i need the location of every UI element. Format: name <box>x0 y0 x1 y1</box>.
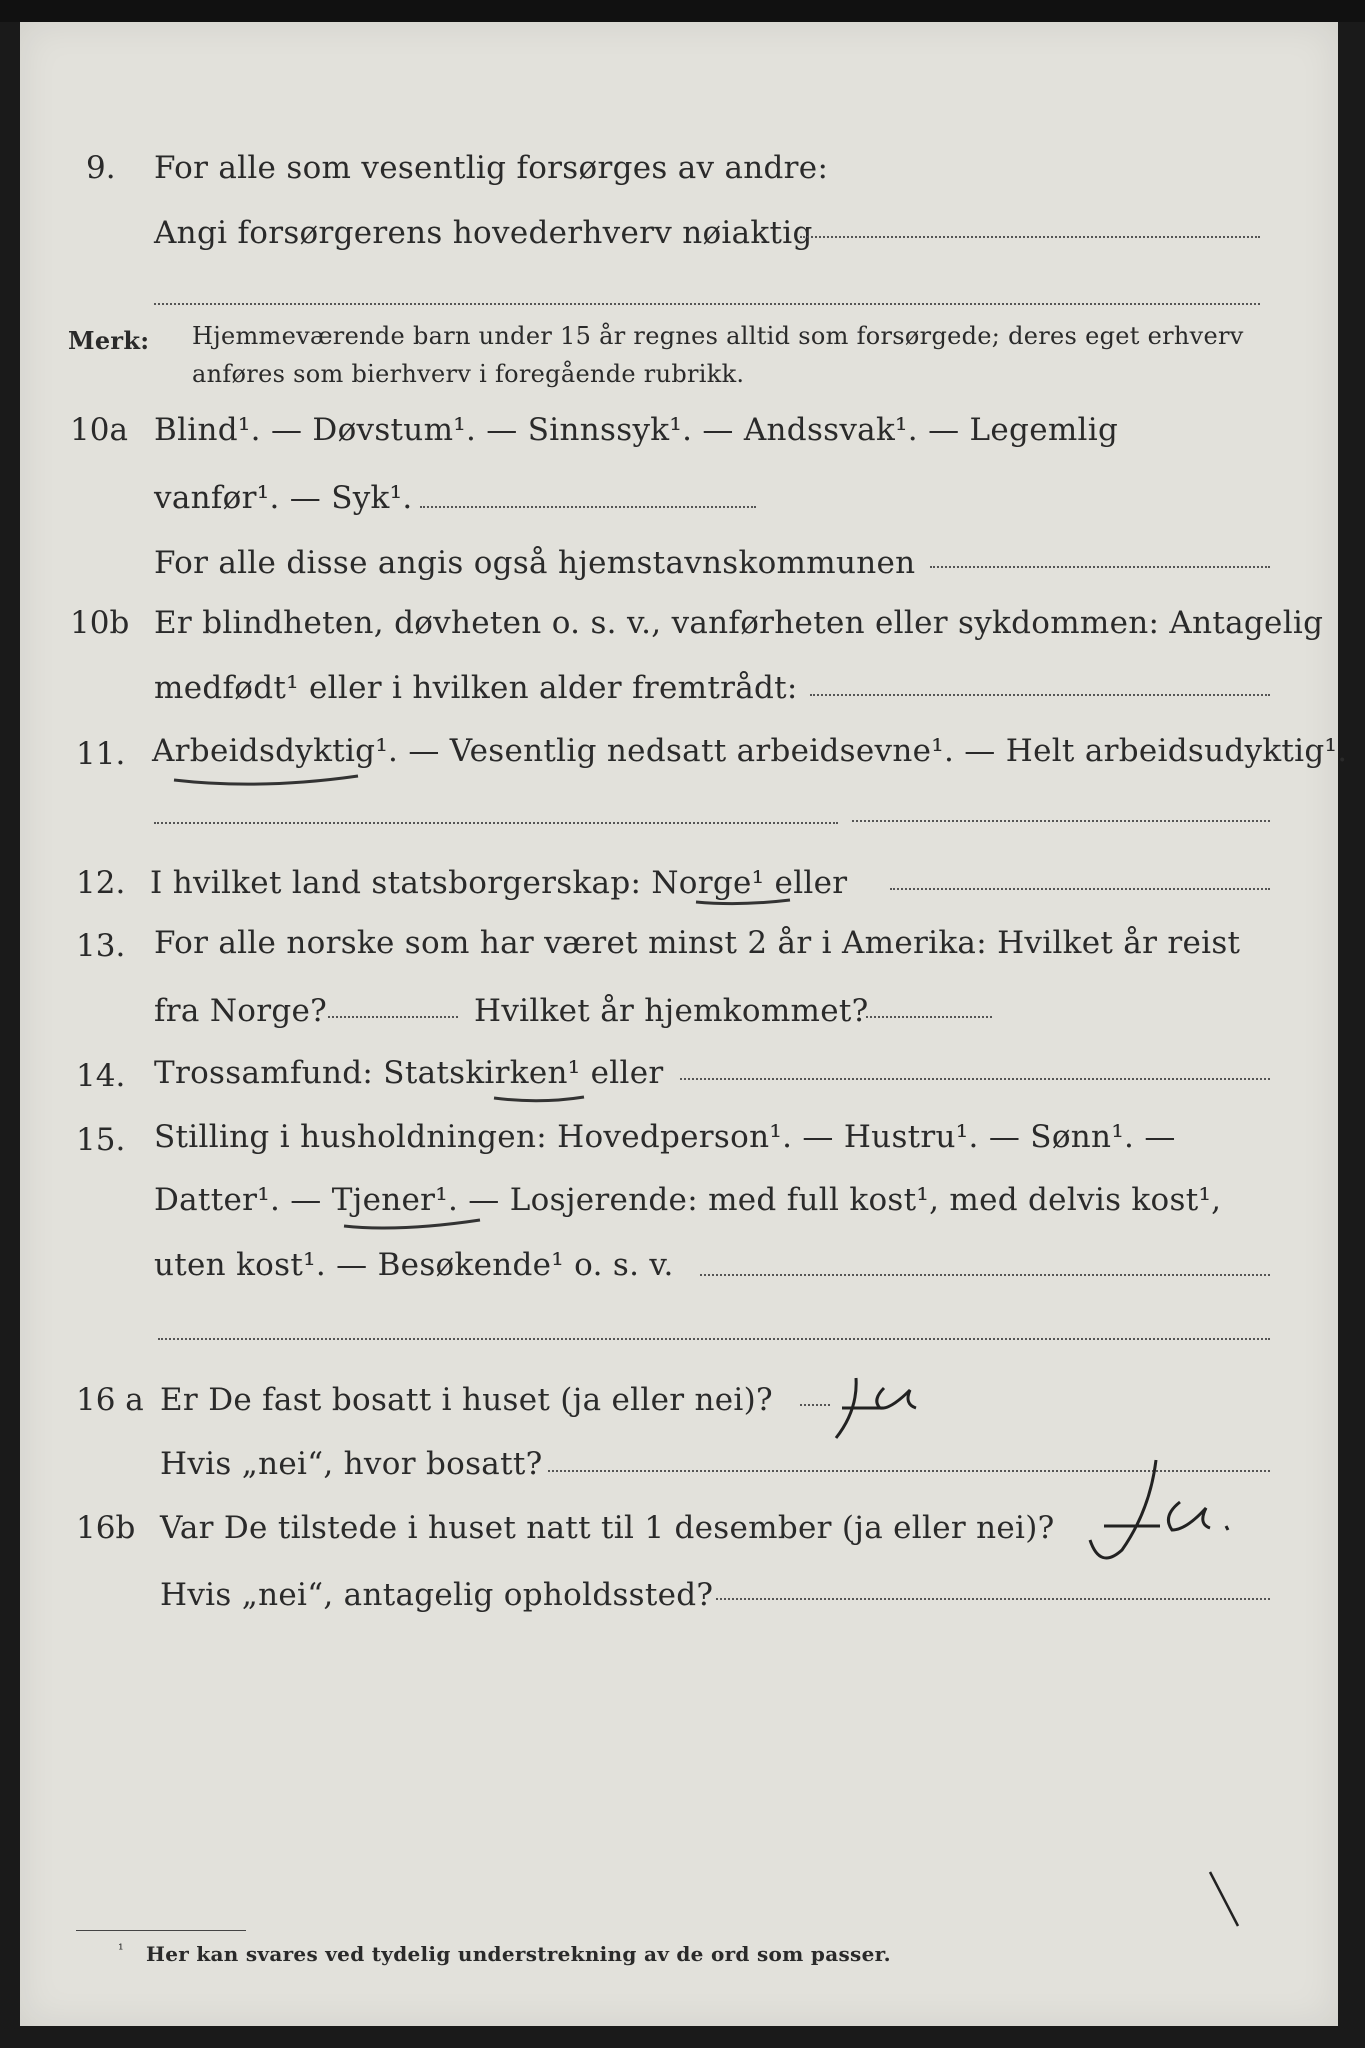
item-16a-line1: Er De fast bosatt i huset (ja eller nei)? <box>160 1382 773 1418</box>
item-15-line1: Stilling i husholdningen: Hovedperson¹. — Hustru¹. — Sønn¹. — <box>154 1119 1176 1155</box>
item-14-number: 14. <box>76 1058 126 1094</box>
underline-statskirken <box>494 1097 584 1101</box>
footnote-text: Her kan svares ved tydelig understrekning av de ord som passer. <box>146 1942 891 1966</box>
item-16a-line2: Hvis „nei“, hvor bosatt? <box>160 1446 543 1482</box>
merk-line1: Hjemmeværende barn under 15 år regnes alltid som forsørgede; deres eget erhverv <box>192 322 1244 350</box>
item-10a-number: 10a <box>70 412 128 448</box>
item-15-line3: uten kost¹. — Besøkende¹ o. s. v. <box>154 1247 674 1283</box>
stray-mark <box>1210 1872 1238 1926</box>
item-16b-number: 16b <box>76 1510 136 1546</box>
item-10b-number: 10b <box>70 605 130 641</box>
merk-label: Merk: <box>68 326 150 355</box>
underline-arbeidsdyktig <box>174 776 358 784</box>
item-10a-line3: For alle disse angis også hjemstavnskommunen <box>154 545 916 581</box>
item-9-number: 9. <box>86 150 116 186</box>
item-10a-line1: Blind¹. — Døvstum¹. — Sinnssyk¹. — Andssvak¹. — Legemlig <box>154 412 1119 448</box>
item-16b-line2: Hvis „nei“, antagelig opholdssted? <box>160 1577 714 1613</box>
footnote-rule <box>76 1930 246 1931</box>
item-15-number: 15. <box>76 1122 126 1158</box>
item-16a-number: 16 a <box>76 1382 144 1418</box>
item-12-number: 12. <box>76 865 126 901</box>
item-10b-line1: Er blindheten, døvheten o. s. v., vanførheten eller sykdommen: Antagelig <box>154 605 1324 641</box>
item-15-line2: Datter¹. — Tjener¹. — Losjerende: med full kost¹, med delvis kost¹, <box>154 1182 1222 1218</box>
item-9-line1: For alle som vesentlig forsørges av andre: <box>154 150 829 186</box>
item-13-number: 13. <box>76 928 126 964</box>
item-14-line1: Trossamfund: Statskirken¹ eller <box>154 1055 664 1091</box>
underline-tjener <box>344 1220 480 1228</box>
answer-16a-handwriting <box>836 1378 916 1438</box>
item-16b-line1: Var De tilstede i huset natt til 1 desember (ja eller nei)? <box>160 1510 1055 1546</box>
item-10a-line2: vanfør¹. — Syk¹. <box>154 480 413 516</box>
item-11-number: 11. <box>76 736 126 772</box>
merk-line2: anføres som bierhverv i foregående rubrikk. <box>192 360 745 388</box>
footnote-mark: ¹ <box>118 1942 124 1958</box>
underline-norge <box>696 900 790 904</box>
item-12-line1: I hvilket land statsborgerskap: Norge¹ eller <box>150 865 848 901</box>
answer-16b-handwriting <box>1090 1460 1228 1558</box>
item-10b-line2: medfødt¹ eller i hvilken alder fremtrådt: <box>154 670 798 706</box>
item-13-line1: For alle norske som har været minst 2 år i Amerika: Hvilket år reist <box>154 925 1241 961</box>
item-11-line1: Arbeidsdyktig¹. — Vesentlig nedsatt arbeidsevne¹. — Helt arbeidsudyktig¹. <box>152 733 1348 769</box>
item-9-line2: Angi forsørgerens hovederhverv nøiaktig <box>154 215 813 251</box>
item-13-line2a: fra Norge? <box>154 993 328 1029</box>
item-13-line2b: Hvilket år hjemkommet? <box>474 993 869 1029</box>
